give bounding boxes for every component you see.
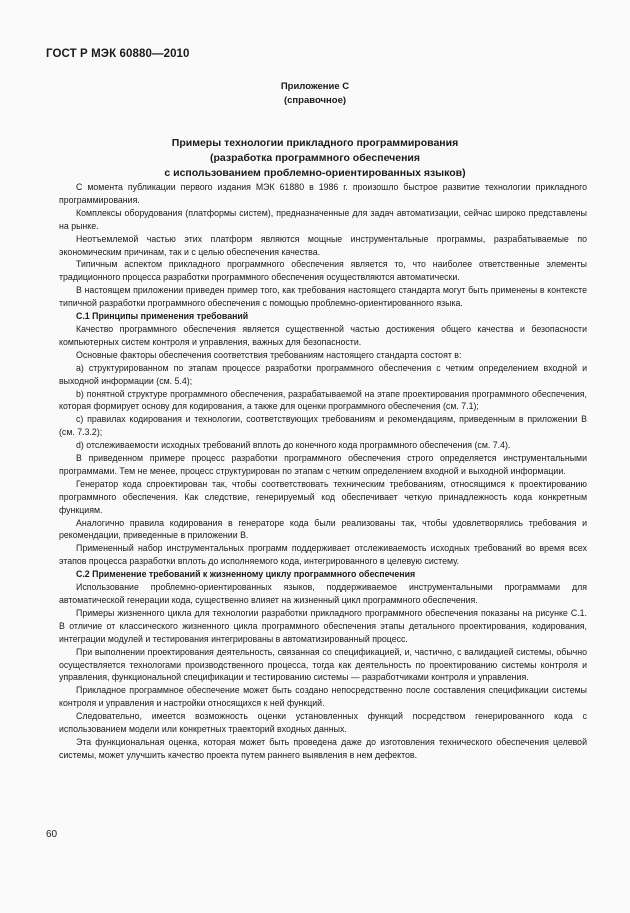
section-heading: С.1 Принципы применения требований xyxy=(76,311,249,322)
paragraph: Основные факторы обеспечения соответствия требованиям настоящего стандарта состоят в: xyxy=(76,349,462,360)
paragraph: Комплексы оборудования (платформы систем), предназначенные для задач автоматизации, сейчас широко представлены на рынке. xyxy=(59,207,587,231)
standard-header: ГОСТ Р МЭК 60880—2010 xyxy=(46,48,190,60)
paragraph: Типичным аспектом прикладного программного обеспечения является то, что наиболее ответственные элементы традиционного процесса разработки программного обеспечения осуществляются автоматически. xyxy=(59,259,587,283)
paragraph: Неотъемлемой частью этих платформ являются мощные инструментальные программы, разрабатываемые по экономическим причинам, так и с целью обеспечения качества. xyxy=(59,233,587,257)
body-text xyxy=(59,181,587,762)
annex-main-title xyxy=(0,136,630,181)
title-line-2: (разработка программного обеспечения xyxy=(209,152,420,164)
paragraph: При выполнении проектирования деятельность, связанная со спецификацией, и, частично, с валидацией системы, обычно осуществляется технологами производственного процесса, тогда как деятельность по проектированию системы контроля и управления, функциональной спецификации и тестированию системы — разработчиками контроля и управления. xyxy=(59,646,587,683)
page-number: 60 xyxy=(46,829,58,840)
paragraph: Примененный набор инструментальных программ поддерживает отслеживаемость исходных требований во время всех этапов процесса разработки вплоть до исполняемого кода, интегрированного в целевую систему. xyxy=(59,543,587,567)
paragraph: В приведенном примере процесс разработки программного обеспечения строго определяется инструментальными программами. Тем не менее, процесс структурирован по этапам с четким определением входной и выходной информации. xyxy=(59,453,587,476)
annex-type: (справочное) xyxy=(283,95,347,106)
paragraph: Качество программного обеспечения является существенной частью достижения общего качества и безопасности компьютерных систем контроля и управления, важных для безопасности. xyxy=(59,323,587,347)
paragraph: Аналогично правила кодирования в генераторе кода были реализованы так, чтобы удовлетворялись требования и рекомендации, приведенные в приложении В. xyxy=(59,517,587,541)
paragraph: Использование проблемно-ориентированных языков, поддерживаемое инструментальными программами для автоматической генерации кода, существенно влияет на жизненный цикл программного обеспечения. xyxy=(59,582,587,605)
title-line-1: Примеры технологии прикладного программирования xyxy=(171,137,459,149)
paragraph: Эта функциональная оценка, которая может быть проведена даже до изготовления технического обеспечения целевой системы, может улучшить качество проекта путем раннего выявления в нем дефектов. xyxy=(59,736,587,760)
paragraph: В настоящем приложении приведен пример того, как требования настоящего стандарта могут быть применены в контексте типичной разработки программного обеспечения с помощью проблемно-ориентированного языка. xyxy=(59,285,587,309)
paragraph: С момента публикации первого издания МЭК 61880 в 1986 г. произошло быстрое развитие технологии прикладного программирования. xyxy=(59,182,587,205)
paragraph: Прикладное программное обеспечение может быть создано непосредственно после составления спецификации системы контроля и управления и настройки относящихся к ней функций. xyxy=(59,685,587,709)
annex-heading xyxy=(0,80,630,108)
title-line-3: с использованием проблемно-ориентированных языков) xyxy=(164,167,466,179)
annex-title: Приложение С xyxy=(280,81,350,92)
list-item: a) структурированном по этапам процессе разработки программного обеспечения с четким определением входной и выходной информации (см. 5.4); xyxy=(59,362,587,386)
list-item: c) правилах кодирования и технологии, соответствующих требованиям и рекомендациям, приведенным в приложении В (см. 7.3.2); xyxy=(59,414,587,438)
paragraph: Генератор кода спроектирован так, чтобы соответствовать техническим требованиям, относящимся к проектированию программного обеспечения. Как следствие, генерируемый код обеспечивает четкую принадлежность кода конкретным функциям. xyxy=(59,478,587,515)
section-heading: С.2 Применение требований к жизненному циклу программного обеспечения xyxy=(76,569,416,580)
list-item: b) понятной структуре программного обеспечения, разрабатываемой на этапе проектирования программного обеспечения, которая формирует основу для кодирования, а также для оценки программного обеспечения (см. 7.1); xyxy=(59,388,587,412)
list-item: d) отслеживаемости исходных требований вплоть до конечного кода программного обеспечения (см. 7.4). xyxy=(76,440,511,451)
paragraph: Следовательно, имеется возможность оценки установленных функций посредством генерированного кода с использованием модели или конкретных траекторий входных данных. xyxy=(59,711,587,735)
paragraph: Примеры жизненного цикла для технологии разработки прикладного программного обеспечения показаны на рисунке С.1. В отличие от классического жизненного цикла программного обеспечения этапы детального проектирования, кодирования, интеграции модулей и тестирования интегрированы в автоматизированный процесс. xyxy=(59,607,587,644)
